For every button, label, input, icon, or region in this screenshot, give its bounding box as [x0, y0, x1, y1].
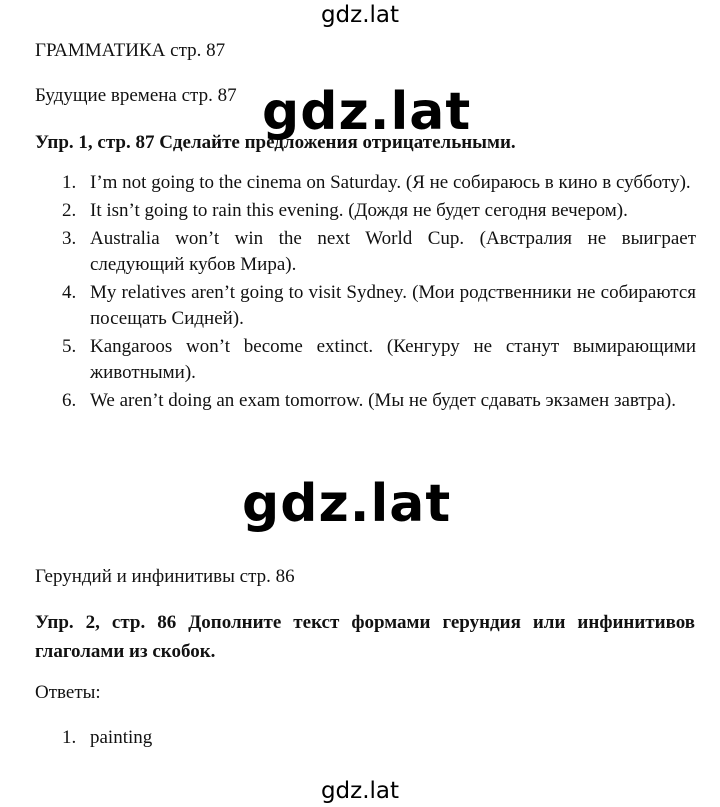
list-item	[62, 725, 152, 751]
item-text: It isn’t going to rain this evening. (Дождя не будет сегодня вечером).	[90, 200, 628, 221]
watermark-overlay-1: gdz.lat	[262, 82, 472, 142]
exercise1-heading: Упр. 1, стр. 87 Сделайте предложения отрицательными.	[35, 132, 516, 153]
answers-label: Ответы:	[35, 682, 101, 703]
item-number: 2.	[62, 200, 77, 221]
section-title: ГРАММАТИКА стр. 87	[35, 40, 226, 61]
answer-number: 1.	[62, 727, 77, 748]
item-text: Australia won’t win the next World Cup. (Австралия не выиграет следующий кубов Мира).	[90, 228, 696, 275]
exercise1-list	[62, 170, 696, 416]
item-text: I’m not going to the cinema on Saturday. (Я не собираюсь в кино в субботу).	[90, 172, 691, 193]
item-number: 1.	[62, 172, 77, 193]
answers-list	[62, 725, 152, 751]
item-text: Kangaroos won’t become extinct. (Кенгуру не станут вымирающими животными).	[90, 336, 696, 383]
list-item	[62, 334, 696, 386]
list-item	[62, 198, 696, 224]
exercise2-heading: Упр. 2, стр. 86 Дополните текст формами герундия или инфинитивов глаголами из скобок.	[35, 612, 695, 662]
item-number: 4.	[62, 282, 77, 303]
list-item	[62, 388, 696, 414]
item-text: We aren’t doing an exam tomorrow. (Мы не будет сдавать экзамен завтра).	[90, 390, 676, 411]
subsection-title-future-tenses: Будущие времена стр. 87	[35, 85, 237, 106]
item-number: 5.	[62, 336, 77, 357]
list-item	[62, 280, 696, 332]
watermark-top: gdz.lat	[320, 2, 400, 28]
subsection-title-gerund: Герундий и инфинитивы стр. 86	[35, 566, 295, 587]
item-number: 3.	[62, 228, 77, 249]
list-item	[62, 226, 696, 278]
answer-text: painting	[90, 727, 153, 748]
list-item	[62, 170, 696, 196]
item-number: 6.	[62, 390, 77, 411]
watermark-overlay-2: gdz.lat	[242, 474, 452, 534]
watermark-bottom: gdz.lat	[320, 778, 400, 804]
item-text: My relatives aren’t going to visit Sydney. (Мои родственники не собираются посещать Сидней).	[90, 282, 696, 329]
